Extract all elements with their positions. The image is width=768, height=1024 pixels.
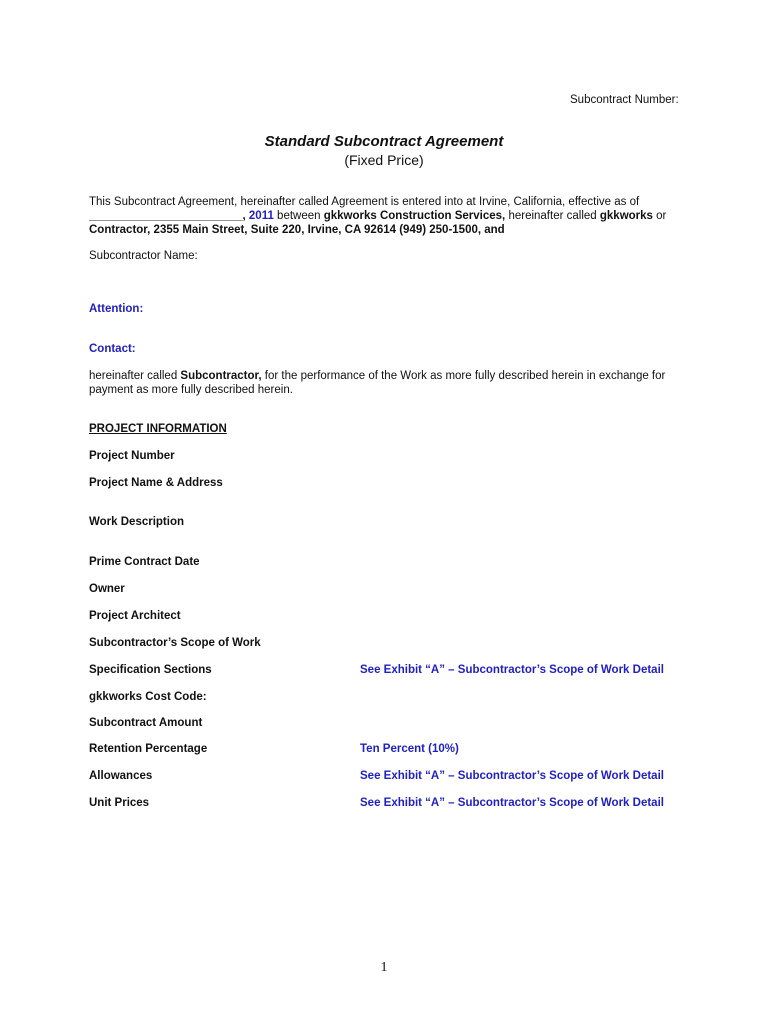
- contact-label: Contact:: [89, 343, 136, 355]
- intro-line-2: [89, 209, 666, 223]
- project-info-value: Ten Percent (10%): [360, 743, 459, 755]
- project-info-label: Work Description: [89, 516, 184, 528]
- subcontract-number-label: Subcontract Number:: [570, 94, 679, 106]
- contractor-word: Contractor: [89, 224, 148, 236]
- document-title: Standard Subcontract Agreement: [264, 133, 504, 150]
- intro-line-3: [89, 223, 666, 237]
- performance-rest: for the performance of the Work as more fully described herein in exchange for: [261, 370, 666, 382]
- between-text: between: [273, 210, 324, 222]
- project-info-label: Project Number: [89, 450, 175, 462]
- project-info-label: Owner: [89, 583, 125, 595]
- project-info-label: Project Name & Address: [89, 477, 223, 489]
- performance-prefix: hereinafter called: [89, 370, 181, 382]
- project-info-label: Subcontractor’s Scope of Work: [89, 637, 261, 649]
- project-info-label: Retention Percentage: [89, 743, 208, 755]
- or-text: or: [652, 210, 667, 222]
- page-number: 1: [380, 960, 388, 975]
- project-info-label: Allowances: [89, 770, 153, 782]
- project-information-heading: PROJECT INFORMATION: [89, 423, 227, 435]
- project-info-value: See Exhibit “A” – Subcontractor’s Scope of Work Detail: [360, 664, 664, 676]
- intro-line-1: This Subcontract Agreement, hereinafter called Agreement is entered into at Irvine, California, effective as of: [89, 196, 640, 208]
- contractor-address: , 2355 Main Street, Suite 220, Irvine, CA 92614 (949) 250-1500, and: [147, 224, 505, 236]
- project-info-label: Prime Contract Date: [89, 556, 200, 568]
- date-blank: ________________________,: [89, 210, 246, 222]
- hereinafter-text: hereinafter called: [505, 210, 600, 222]
- project-info-label: Unit Prices: [89, 797, 150, 809]
- attention-label: Attention:: [89, 303, 144, 315]
- project-info-label: Project Architect: [89, 610, 181, 622]
- company-short-name: gkkworks: [599, 210, 653, 222]
- company-name: gkkworks Construction Services,: [323, 210, 506, 222]
- project-info-label: Specification Sections: [89, 664, 212, 676]
- performance-paragraph: [89, 369, 665, 397]
- project-info-label: Subcontract Amount: [89, 717, 203, 729]
- subcontractor-name-label: Subcontractor Name:: [89, 250, 198, 262]
- project-info-value: See Exhibit “A” – Subcontractor’s Scope of Work Detail: [360, 797, 664, 809]
- project-info-label: gkkworks Cost Code:: [89, 691, 207, 703]
- intro-paragraph: [89, 195, 666, 237]
- project-info-value: See Exhibit “A” – Subcontractor’s Scope of Work Detail: [360, 770, 664, 782]
- year: 2011: [245, 210, 274, 222]
- subcontractor-word: Subcontractor,: [180, 370, 262, 382]
- document-subtitle: (Fixed Price): [344, 152, 424, 168]
- performance-line-1: [89, 369, 665, 383]
- performance-line-2: payment as more fully described herein.: [89, 384, 293, 396]
